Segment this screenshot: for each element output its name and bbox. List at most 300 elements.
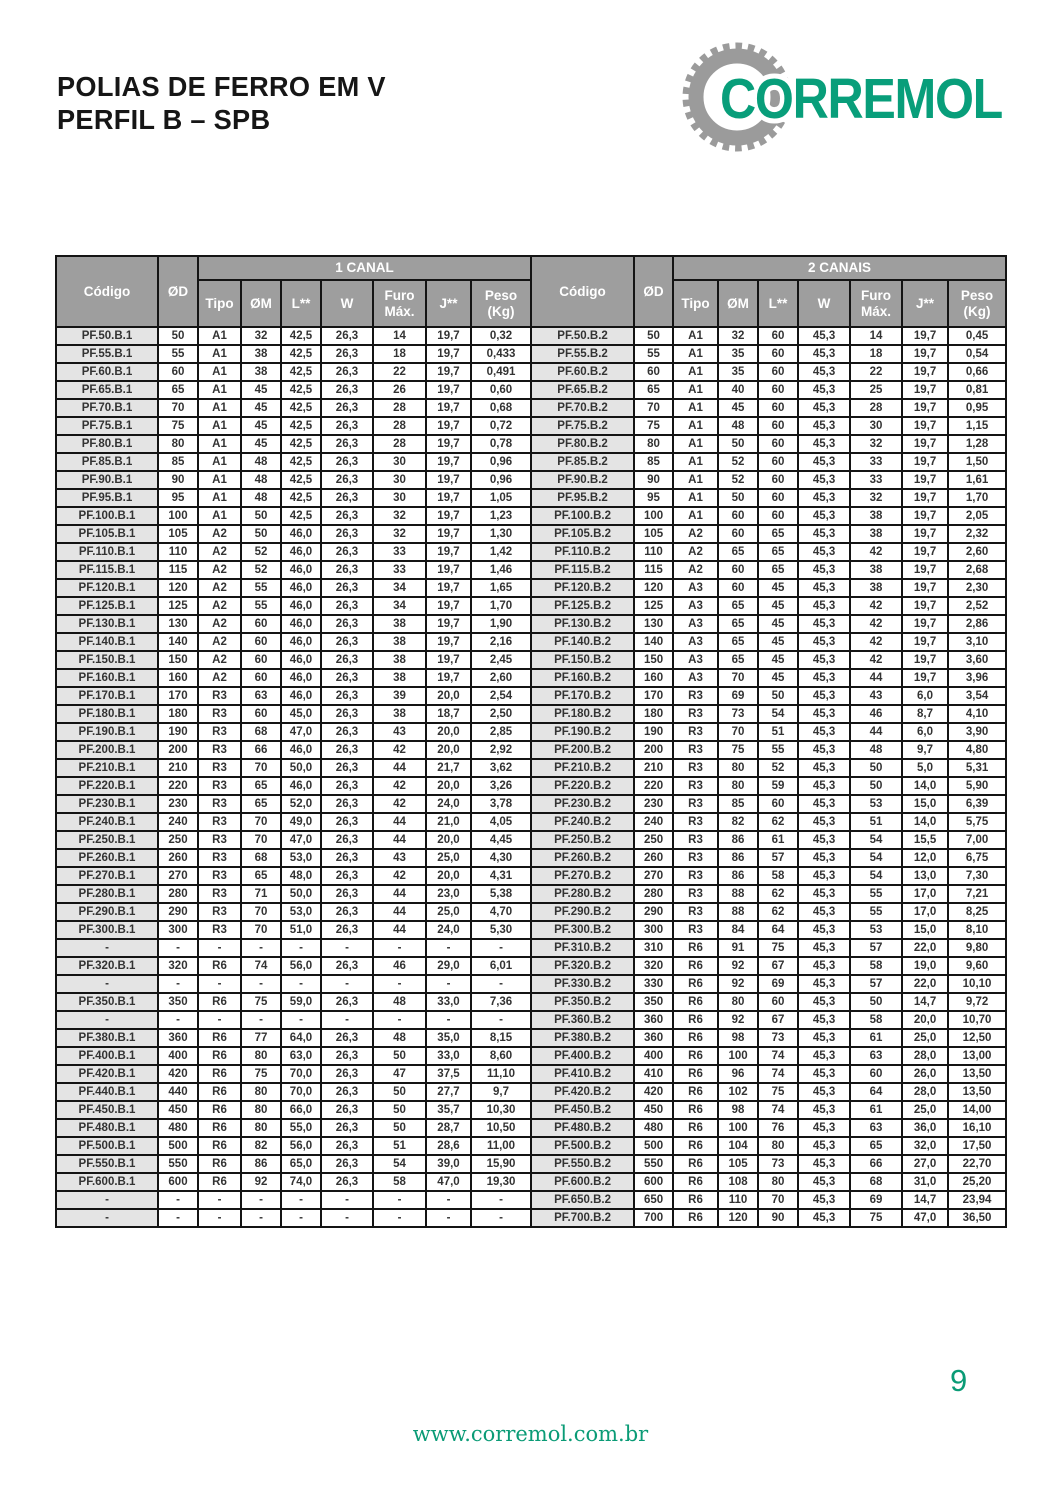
value-cell: 20,0	[426, 741, 471, 759]
table-row	[56, 1119, 1006, 1137]
value-cell: 66	[241, 741, 281, 759]
value-cell: 15,0	[902, 921, 948, 939]
value-cell: 75	[758, 1083, 798, 1101]
value-cell: 2,92	[471, 741, 531, 759]
value-cell: -	[321, 1011, 373, 1029]
value-cell: 104	[718, 1137, 758, 1155]
value-cell: 220	[158, 777, 198, 795]
codigo-cell: PF.160.B.2	[531, 669, 634, 687]
value-cell: R6	[673, 1173, 718, 1191]
table-body	[56, 327, 1006, 1227]
value-cell: 28	[373, 417, 426, 435]
value-cell: 50	[850, 777, 902, 795]
codigo-cell: PF.120.B.2	[531, 579, 634, 597]
value-cell: R3	[673, 921, 718, 939]
value-cell: R3	[198, 723, 241, 741]
value-cell: 26,3	[321, 885, 373, 903]
value-cell: 6,01	[471, 957, 531, 975]
value-cell: 9,7	[902, 741, 948, 759]
value-cell: 12,0	[902, 849, 948, 867]
value-cell: 19,7	[426, 543, 471, 561]
value-cell: 11,10	[471, 1065, 531, 1083]
value-cell: 50	[158, 327, 198, 345]
codigo-cell: PF.550.B.2	[531, 1155, 634, 1173]
table-row	[56, 939, 1006, 957]
codigo-cell: PF.200.B.2	[531, 741, 634, 759]
table-row	[56, 975, 1006, 993]
value-cell: 28,6	[426, 1137, 471, 1155]
codigo-cell: PF.250.B.2	[531, 831, 634, 849]
value-cell: A3	[673, 651, 718, 669]
value-cell: 53	[850, 921, 902, 939]
value-cell: A1	[673, 435, 718, 453]
value-cell: 80	[241, 1083, 281, 1101]
value-cell: 280	[634, 885, 673, 903]
value-cell: 45	[758, 579, 798, 597]
value-cell: -	[158, 939, 198, 957]
value-cell: R6	[198, 1173, 241, 1191]
value-cell: 73	[758, 1029, 798, 1047]
value-cell: 2,86	[948, 615, 1006, 633]
value-cell: 45,3	[798, 489, 850, 507]
codigo-cell: PF.350.B.2	[531, 993, 634, 1011]
value-cell: 65	[241, 795, 281, 813]
value-cell: 6,0	[902, 723, 948, 741]
value-cell: 45,3	[798, 453, 850, 471]
codigo-cell: PF.90.B.2	[531, 471, 634, 489]
codigo-cell: PF.60.B.2	[531, 363, 634, 381]
value-cell: 6,75	[948, 849, 1006, 867]
value-cell: 200	[634, 741, 673, 759]
table-row	[56, 507, 1006, 525]
value-cell: 59	[758, 777, 798, 795]
codigo-cell: PF.420.B.1	[56, 1065, 158, 1083]
codigo-cell: PF.70.B.1	[56, 399, 158, 417]
value-cell: 260	[158, 849, 198, 867]
value-cell: 46,0	[281, 687, 321, 705]
value-cell: 500	[158, 1137, 198, 1155]
value-cell: 9,72	[948, 993, 1006, 1011]
value-cell: 80	[758, 1173, 798, 1191]
value-cell: 48	[241, 453, 281, 471]
codigo-cell: PF.480.B.2	[531, 1119, 634, 1137]
value-cell: 58	[758, 867, 798, 885]
codigo-cell: PF.400.B.2	[531, 1047, 634, 1065]
value-cell: 49,0	[281, 813, 321, 831]
value-cell: 45,3	[798, 975, 850, 993]
value-cell: 19,7	[902, 579, 948, 597]
table-row	[56, 1155, 1006, 1173]
value-cell: 75	[634, 417, 673, 435]
value-cell: 69	[718, 687, 758, 705]
codigo-cell: PF.105.B.2	[531, 525, 634, 543]
value-cell: 43	[850, 687, 902, 705]
value-cell: 150	[634, 651, 673, 669]
value-cell: 240	[634, 813, 673, 831]
table-row	[56, 453, 1006, 471]
value-cell: 7,00	[948, 831, 1006, 849]
value-cell: 45,3	[798, 831, 850, 849]
value-cell: 42	[850, 543, 902, 561]
value-cell: 46,0	[281, 543, 321, 561]
value-cell: 16,10	[948, 1119, 1006, 1137]
value-cell: 60	[758, 345, 798, 363]
value-cell: R3	[198, 777, 241, 795]
table-row	[56, 561, 1006, 579]
value-cell: 84	[718, 921, 758, 939]
value-cell: 64,0	[281, 1029, 321, 1047]
value-cell: A1	[198, 471, 241, 489]
value-cell: 105	[634, 525, 673, 543]
value-cell: 74	[758, 1101, 798, 1119]
value-cell: 60	[758, 471, 798, 489]
value-cell: 59,0	[281, 993, 321, 1011]
value-cell: 26,3	[321, 507, 373, 525]
value-cell: 36,50	[948, 1209, 1006, 1227]
value-cell: -	[281, 975, 321, 993]
value-cell: -	[198, 1209, 241, 1227]
value-cell: 4,31	[471, 867, 531, 885]
value-cell: 190	[634, 723, 673, 741]
value-cell: 62	[758, 903, 798, 921]
value-cell: -	[158, 1191, 198, 1209]
value-cell: 290	[158, 903, 198, 921]
value-cell: 3,10	[948, 633, 1006, 651]
table-row	[56, 885, 1006, 903]
value-cell: -	[426, 1191, 471, 1209]
value-cell: 80	[718, 759, 758, 777]
value-cell: 32,0	[902, 1137, 948, 1155]
codigo-cell: PF.240.B.1	[56, 813, 158, 831]
table-row	[56, 327, 1006, 345]
value-cell: 360	[634, 1029, 673, 1047]
value-cell: 13,50	[948, 1083, 1006, 1101]
value-cell: 19,7	[426, 615, 471, 633]
value-cell: A1	[198, 399, 241, 417]
value-cell: R6	[673, 1101, 718, 1119]
col-header-tipo-1: Tipo	[198, 280, 241, 327]
value-cell: 64	[758, 921, 798, 939]
value-cell: 26,3	[321, 1155, 373, 1173]
value-cell: 28,0	[902, 1083, 948, 1101]
value-cell: 45,3	[798, 1191, 850, 1209]
value-cell: 65	[241, 867, 281, 885]
value-cell: 24,0	[426, 795, 471, 813]
value-cell: R6	[198, 1137, 241, 1155]
value-cell: 19,7	[426, 525, 471, 543]
value-cell: 38	[241, 345, 281, 363]
value-cell: R6	[673, 957, 718, 975]
value-cell: 68	[241, 723, 281, 741]
value-cell: 26,3	[321, 1065, 373, 1083]
value-cell: R6	[198, 1119, 241, 1137]
codigo-cell: PF.80.B.1	[56, 435, 158, 453]
value-cell: 26,3	[321, 867, 373, 885]
value-cell: 19,7	[426, 435, 471, 453]
table-row	[56, 741, 1006, 759]
codigo-cell: PF.320.B.1	[56, 957, 158, 975]
value-cell: 440	[158, 1083, 198, 1101]
value-cell: 0,72	[471, 417, 531, 435]
codigo-cell: PF.65.B.1	[56, 381, 158, 399]
value-cell: 21,0	[426, 813, 471, 831]
value-cell: 0,66	[948, 363, 1006, 381]
value-cell: 42	[373, 741, 426, 759]
value-cell: 42	[850, 597, 902, 615]
value-cell: R6	[673, 1083, 718, 1101]
value-cell: 60	[758, 435, 798, 453]
table-row	[56, 921, 1006, 939]
value-cell: R6	[198, 1065, 241, 1083]
value-cell: 17,0	[902, 903, 948, 921]
value-cell: 180	[158, 705, 198, 723]
value-cell: 50	[373, 1119, 426, 1137]
value-cell: 25,20	[948, 1173, 1006, 1191]
value-cell: 5,38	[471, 885, 531, 903]
table-row	[56, 957, 1006, 975]
value-cell: 26,3	[321, 345, 373, 363]
codigo-cell: PF.310.B.2	[531, 939, 634, 957]
value-cell: 310	[634, 939, 673, 957]
value-cell: 26,0	[902, 1065, 948, 1083]
value-cell: 17,50	[948, 1137, 1006, 1155]
value-cell: 26,3	[321, 1173, 373, 1191]
value-cell: 57	[758, 849, 798, 867]
value-cell: 38	[850, 579, 902, 597]
value-cell: -	[373, 939, 426, 957]
value-cell: 52	[758, 759, 798, 777]
value-cell: 3,62	[471, 759, 531, 777]
codigo-cell: PF.140.B.1	[56, 633, 158, 651]
value-cell: 250	[158, 831, 198, 849]
codigo-cell: PF.100.B.2	[531, 507, 634, 525]
codigo-cell: PF.440.B.1	[56, 1083, 158, 1101]
value-cell: 26,3	[321, 813, 373, 831]
value-cell: 400	[634, 1047, 673, 1065]
value-cell: 54	[373, 1155, 426, 1173]
value-cell: R3	[198, 705, 241, 723]
value-cell: A1	[198, 435, 241, 453]
value-cell: 38	[373, 669, 426, 687]
value-cell: 48	[373, 1029, 426, 1047]
value-cell: 85	[158, 453, 198, 471]
value-cell: R6	[673, 1137, 718, 1155]
value-cell: 43	[373, 723, 426, 741]
value-cell: 0,54	[948, 345, 1006, 363]
codigo-cell: PF.160.B.1	[56, 669, 158, 687]
value-cell: -	[321, 1209, 373, 1227]
value-cell: 55	[850, 903, 902, 921]
value-cell: 27,7	[426, 1083, 471, 1101]
value-cell: 220	[634, 777, 673, 795]
value-cell: 42,5	[281, 363, 321, 381]
value-cell: 91	[718, 939, 758, 957]
value-cell: 36,0	[902, 1119, 948, 1137]
value-cell: 46,0	[281, 651, 321, 669]
codigo-cell: PF.140.B.2	[531, 633, 634, 651]
value-cell: R3	[198, 831, 241, 849]
value-cell: A2	[198, 525, 241, 543]
value-cell: 75	[758, 939, 798, 957]
value-cell: R3	[673, 759, 718, 777]
codigo-cell: PF.350.B.1	[56, 993, 158, 1011]
value-cell: R6	[673, 1029, 718, 1047]
value-cell: 6,0	[902, 687, 948, 705]
value-cell: 50,0	[281, 885, 321, 903]
value-cell: 67	[758, 1011, 798, 1029]
value-cell: 1,90	[471, 615, 531, 633]
codigo-cell: PF.150.B.1	[56, 651, 158, 669]
value-cell: 26,3	[321, 561, 373, 579]
value-cell: 90	[158, 471, 198, 489]
value-cell: 45,3	[798, 813, 850, 831]
value-cell: 70	[718, 669, 758, 687]
table-row	[56, 651, 1006, 669]
value-cell: R3	[673, 831, 718, 849]
value-cell: 70,0	[281, 1065, 321, 1083]
value-cell: 74	[758, 1065, 798, 1083]
codigo-cell: PF.75.B.2	[531, 417, 634, 435]
value-cell: 270	[634, 867, 673, 885]
value-cell: 63,0	[281, 1047, 321, 1065]
value-cell: 26,3	[321, 1137, 373, 1155]
value-cell: 42,5	[281, 471, 321, 489]
col-header-codigo-2: Código	[531, 256, 634, 327]
value-cell: 46,0	[281, 669, 321, 687]
value-cell: 26,3	[321, 777, 373, 795]
value-cell: 65	[241, 777, 281, 795]
value-cell: 75	[158, 417, 198, 435]
value-cell: R6	[198, 1083, 241, 1101]
value-cell: 55	[158, 345, 198, 363]
value-cell: 75	[718, 741, 758, 759]
value-cell: 60	[758, 327, 798, 345]
value-cell: 50	[758, 687, 798, 705]
value-cell: 45,3	[798, 921, 850, 939]
codigo-cell: PF.115.B.1	[56, 561, 158, 579]
value-cell: 290	[634, 903, 673, 921]
codigo-cell: PF.250.B.1	[56, 831, 158, 849]
value-cell: 92	[718, 1011, 758, 1029]
table-row	[56, 471, 1006, 489]
value-cell: 360	[634, 1011, 673, 1029]
value-cell: 30	[373, 489, 426, 507]
value-cell: 45,3	[798, 669, 850, 687]
value-cell: R6	[673, 975, 718, 993]
value-cell: 55,0	[281, 1119, 321, 1137]
value-cell: 1,30	[471, 525, 531, 543]
value-cell: 26,3	[321, 489, 373, 507]
value-cell: 54	[850, 867, 902, 885]
value-cell: 160	[634, 669, 673, 687]
table-row	[56, 1011, 1006, 1029]
value-cell: 14,0	[902, 777, 948, 795]
value-cell: -	[471, 1191, 531, 1209]
value-cell: R6	[198, 1101, 241, 1119]
value-cell: 280	[158, 885, 198, 903]
value-cell: 45,3	[798, 507, 850, 525]
col-header-furo-2: Furo Máx.	[850, 280, 902, 327]
value-cell: 50	[241, 525, 281, 543]
codigo-cell: -	[56, 939, 158, 957]
value-cell: R3	[198, 867, 241, 885]
codigo-cell: -	[56, 1209, 158, 1227]
value-cell: 38	[373, 705, 426, 723]
value-cell: R3	[673, 795, 718, 813]
value-cell: 480	[634, 1119, 673, 1137]
value-cell: 45,3	[798, 939, 850, 957]
value-cell: 45,3	[798, 543, 850, 561]
value-cell: 45,3	[798, 849, 850, 867]
value-cell: 46,0	[281, 561, 321, 579]
value-cell: 54	[850, 831, 902, 849]
value-cell: A2	[673, 543, 718, 561]
value-cell: 62	[758, 885, 798, 903]
codigo-cell: PF.270.B.2	[531, 867, 634, 885]
table-row	[56, 543, 1006, 561]
table-row	[56, 1137, 1006, 1155]
value-cell: 26,3	[321, 1029, 373, 1047]
value-cell: 80	[718, 777, 758, 795]
value-cell: 26,3	[321, 831, 373, 849]
value-cell: 51	[850, 813, 902, 831]
value-cell: 31,0	[902, 1173, 948, 1191]
col-header-od-2: ØD	[634, 256, 673, 327]
value-cell: 69	[850, 1191, 902, 1209]
value-cell: 50	[373, 1047, 426, 1065]
value-cell: 80	[241, 1101, 281, 1119]
col-header-j-1: J**	[426, 280, 471, 327]
value-cell: 19,7	[902, 525, 948, 543]
value-cell: 65	[758, 561, 798, 579]
value-cell: 190	[158, 723, 198, 741]
table-row	[56, 849, 1006, 867]
value-cell: -	[373, 1209, 426, 1227]
value-cell: 60	[758, 507, 798, 525]
codigo-cell: -	[56, 1191, 158, 1209]
value-cell: 5,30	[471, 921, 531, 939]
value-cell: 110	[634, 543, 673, 561]
value-cell: A1	[198, 327, 241, 345]
value-cell: 0,60	[471, 381, 531, 399]
value-cell: 46,0	[281, 579, 321, 597]
value-cell: 105	[158, 525, 198, 543]
value-cell: A2	[673, 561, 718, 579]
group-header-2canais: 2 CANAIS	[673, 256, 1006, 280]
value-cell: -	[198, 1011, 241, 1029]
value-cell: 45	[758, 633, 798, 651]
value-cell: A3	[673, 615, 718, 633]
value-cell: 26,3	[321, 921, 373, 939]
value-cell: 28	[373, 399, 426, 417]
value-cell: 26,3	[321, 705, 373, 723]
value-cell: 45,3	[798, 993, 850, 1011]
value-cell: 45	[241, 399, 281, 417]
value-cell: 26,3	[321, 993, 373, 1011]
value-cell: 100	[718, 1119, 758, 1137]
value-cell: A1	[673, 507, 718, 525]
value-cell: 480	[158, 1119, 198, 1137]
value-cell: 34	[373, 597, 426, 615]
value-cell: 45	[718, 399, 758, 417]
value-cell: 26,3	[321, 417, 373, 435]
value-cell: 19,7	[902, 633, 948, 651]
value-cell: 60	[758, 399, 798, 417]
value-cell: 0,433	[471, 345, 531, 363]
value-cell: 26,3	[321, 579, 373, 597]
table-row	[56, 1065, 1006, 1083]
value-cell: 28	[373, 435, 426, 453]
